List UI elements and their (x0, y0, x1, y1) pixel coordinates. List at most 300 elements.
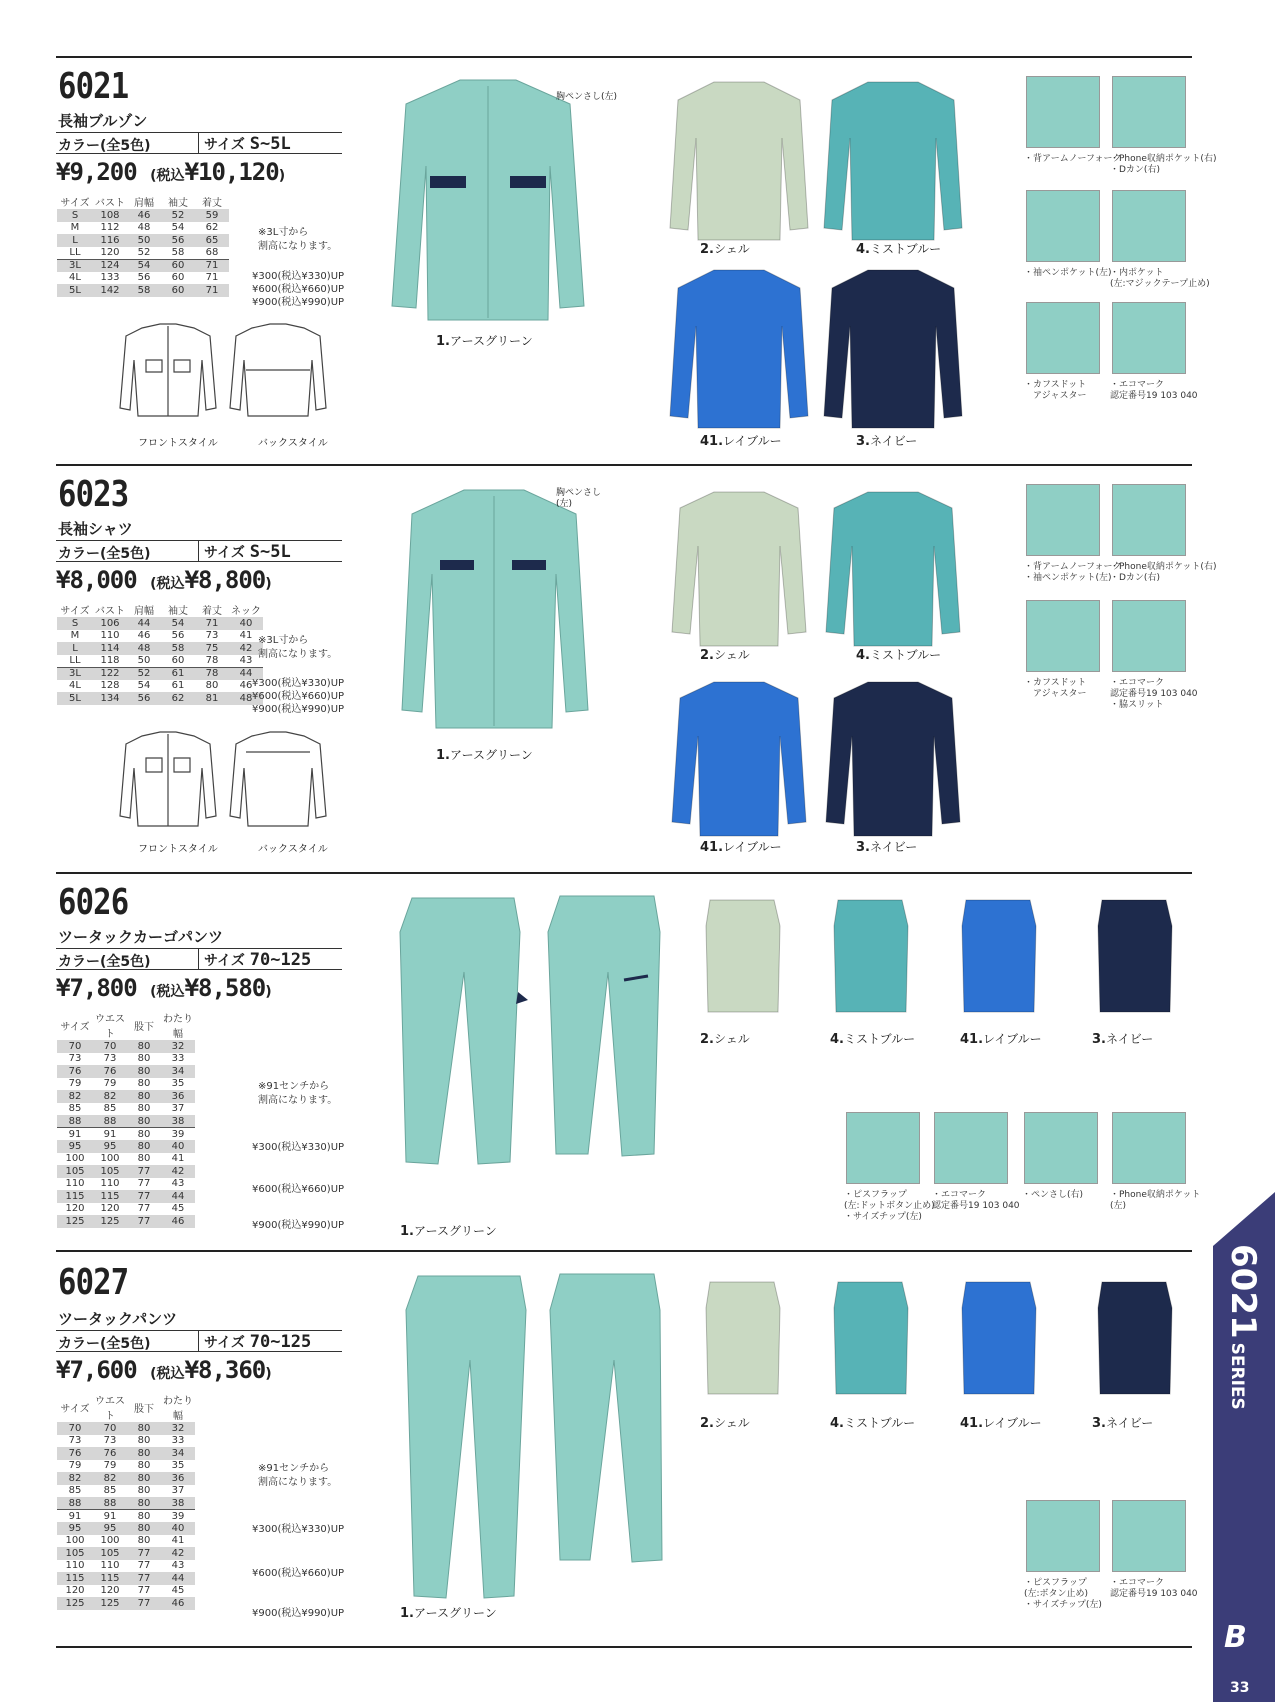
detail-caption: ・Phone収納ポケット(右) ・Dカン(右) (1110, 154, 1217, 175)
table-row (57, 1572, 195, 1585)
table-cell: 48 (137, 222, 151, 234)
table-cell: 110 (100, 1560, 120, 1572)
table-cell: 115 (93, 1572, 127, 1585)
table-cell: 80 (137, 1435, 151, 1447)
table-cell: 95 (93, 1522, 127, 1535)
divider (56, 1250, 1192, 1252)
color-label: 4.ミストブルー (856, 648, 942, 663)
table-cell: 78 (205, 655, 219, 666)
table-cell: 100 (100, 1153, 120, 1165)
table-row (57, 1153, 195, 1166)
series-tab-label (1222, 1244, 1266, 1424)
color-variant-image (826, 894, 910, 1024)
color-label: 41.レイブルー (960, 1032, 1042, 1047)
table-row (57, 1535, 195, 1548)
table-cell: 61 (161, 667, 195, 680)
table-cell: 79 (103, 1460, 117, 1472)
upcharge: ¥900(税込¥990)UP (252, 704, 345, 715)
table-cell: 118 (100, 655, 120, 666)
table-header: 肩幅 (134, 198, 154, 209)
table-cell: 60 (171, 272, 185, 284)
table-cell: 42 (161, 1165, 195, 1178)
table-row (57, 1485, 195, 1498)
table-cell: 32 (161, 1040, 195, 1053)
table-row (57, 284, 229, 297)
color-variant-image (822, 484, 968, 650)
table-cell: 38 (161, 1497, 195, 1510)
detail-caption: ・エコマーク 認定番号19 103 040 (1110, 1578, 1198, 1599)
table-cell: M (70, 630, 80, 642)
detail-caption: ・カフスドット アジャスター (1024, 380, 1087, 401)
table-cell: 142 (93, 284, 127, 297)
size-range: サイズ S~5L (204, 134, 291, 154)
table-header: 着丈 (202, 606, 222, 617)
detail-photo (1026, 600, 1100, 672)
detail-caption: ・背アームノーフォーク (1024, 154, 1122, 164)
product-name: ツータックパンツ (58, 1310, 178, 1328)
spec-bar (56, 948, 342, 970)
table-cell: 58 (127, 284, 161, 297)
table-cell: 56 (161, 234, 195, 247)
table-cell: 33 (171, 1053, 185, 1065)
spec-bar (56, 540, 342, 562)
table-cell: 44 (161, 1572, 195, 1585)
table-cell: S (57, 209, 93, 222)
table-cell: 76 (93, 1447, 127, 1460)
table-cell: 77 (127, 1190, 161, 1203)
table-cell: 80 (137, 1485, 151, 1497)
table-cell: 46 (161, 1215, 195, 1228)
table-cell: 76 (93, 1065, 127, 1078)
table-cell: 71 (195, 284, 229, 297)
color-label: 3.ネイビー (856, 840, 918, 855)
table-cell: 79 (68, 1078, 82, 1090)
table-cell: 61 (171, 680, 185, 692)
table-header: サイズ (60, 1403, 90, 1415)
table-header: サイズ (60, 1021, 90, 1033)
size-note: ※3L寸から 割高になります。 (258, 227, 338, 252)
color-variant-image (1090, 1276, 1174, 1406)
detail-photo (1026, 1500, 1100, 1572)
table-cell: 110 (100, 630, 120, 642)
upcharge: ¥600(税込¥660)UP (252, 691, 345, 702)
detail-photo (1112, 302, 1186, 374)
table-cell: LL (69, 247, 81, 258)
detail-photo (934, 1112, 1008, 1184)
main-product-image (400, 1270, 670, 1600)
table-cell: 48 (229, 692, 263, 705)
table-row (57, 1435, 195, 1448)
main-product-image (390, 76, 586, 326)
detail-photo (1112, 600, 1186, 672)
size-range: サイズ 70~125 (204, 950, 312, 970)
spec-bar (56, 132, 342, 154)
divider (56, 464, 1192, 466)
divider (56, 1646, 1192, 1648)
color-variant-image (822, 76, 968, 244)
table-cell: 73 (103, 1435, 117, 1447)
table-cell: 80 (127, 1140, 161, 1153)
table-row (57, 272, 229, 285)
table-row (57, 692, 263, 705)
table-cell: 91 (57, 1510, 93, 1523)
upcharge: ¥600(税込¥660)UP (252, 284, 345, 295)
table-cell: 100 (100, 1535, 120, 1547)
table-cell: 105 (93, 1547, 127, 1560)
color-label: 4.ミストブルー (830, 1416, 916, 1431)
front-style-label: フロントスタイル (138, 844, 218, 855)
table-cell: 43 (171, 1560, 185, 1572)
table-cell: 39 (161, 1128, 195, 1141)
table-cell: 91 (57, 1128, 93, 1141)
table-cell: L (57, 234, 93, 247)
detail-caption: ・エコマーク 認定番号19 103 040 ・脇スリット (1110, 678, 1198, 710)
table-row (57, 1090, 195, 1103)
table-header: サイズ (60, 198, 90, 209)
table-cell: 56 (127, 692, 161, 705)
size-note: ※91センチから 割高になります。 (258, 1463, 338, 1488)
table-row (57, 1547, 195, 1560)
table-cell: 73 (103, 1053, 117, 1065)
detail-photo (1112, 484, 1186, 556)
color-label: 3.ネイビー (1092, 1032, 1154, 1047)
table-cell: 105 (57, 1547, 93, 1560)
size-table (57, 1010, 195, 1228)
color-variant-image (668, 674, 814, 840)
table-cell: 46 (127, 209, 161, 222)
table-cell: 76 (57, 1065, 93, 1078)
table-cell: 70 (93, 1040, 127, 1053)
color-variant-image (1090, 894, 1174, 1024)
table-cell: 3L (57, 259, 93, 272)
back-style-label: バックスタイル (258, 438, 328, 449)
table-header: 肩幅 (134, 606, 154, 617)
table-cell: 68 (205, 247, 219, 258)
detail-photo (1112, 1500, 1186, 1572)
table-cell: 115 (57, 1190, 93, 1203)
color-variant-image (826, 1276, 910, 1406)
table-cell: 36 (161, 1472, 195, 1485)
detail-photo (1112, 76, 1186, 148)
product-name: 長袖シャツ (58, 520, 133, 538)
size-range: サイズ 70~125 (204, 1332, 312, 1352)
table-row (57, 1497, 195, 1510)
front-style-label: フロントスタイル (138, 438, 218, 449)
table-row (57, 1422, 195, 1435)
table-cell: 120 (65, 1585, 85, 1597)
table-row (57, 1040, 195, 1053)
brand-logo-icon: B (1224, 1620, 1247, 1655)
table-cell: 108 (93, 209, 127, 222)
table-cell: 43 (239, 655, 253, 666)
table-cell: 80 (137, 1460, 151, 1472)
table-cell: 80 (127, 1472, 161, 1485)
table-cell: 82 (93, 1090, 127, 1103)
table-cell: 44 (127, 617, 161, 630)
table-cell: 120 (100, 1585, 120, 1597)
table-cell: 35 (171, 1460, 185, 1472)
color-variant-image (668, 76, 814, 244)
table-cell: 35 (171, 1078, 185, 1090)
table-cell: 125 (57, 1597, 93, 1610)
table-cell: 46 (161, 1597, 195, 1610)
product-code: 6026 (58, 882, 129, 923)
table-cell: 60 (171, 655, 185, 666)
table-cell: 120 (65, 1203, 85, 1215)
detail-photo (1026, 484, 1100, 556)
table-cell: 80 (127, 1447, 161, 1460)
table-header: サイズ (60, 606, 90, 617)
color-label: 3.ネイビー (856, 434, 918, 449)
color-variant-image (698, 894, 782, 1024)
table-cell: 4L (69, 272, 81, 284)
color-label: 41.レイブルー (700, 434, 782, 449)
color-count: カラー(全5色) (58, 1336, 151, 1352)
table-cell: 85 (68, 1103, 82, 1115)
table-cell: 124 (93, 259, 127, 272)
table-row (57, 1447, 195, 1460)
table-cell: 41 (171, 1153, 185, 1165)
table-cell: 54 (161, 617, 195, 630)
svg-text:6021SERIES: 6021SERIES (1223, 1244, 1263, 1410)
table-cell: 62 (161, 692, 195, 705)
table-row (57, 1140, 195, 1153)
table-cell: 106 (93, 617, 127, 630)
table-cell: M (70, 222, 80, 234)
detail-photo (846, 1112, 920, 1184)
table-cell: 110 (100, 1178, 120, 1190)
table-cell: 116 (93, 234, 127, 247)
table-cell: 39 (161, 1510, 195, 1523)
table-cell: 95 (57, 1140, 93, 1153)
color-label: 1.アースグリーン (436, 334, 533, 349)
table-cell: 52 (127, 667, 161, 680)
detail-caption: ・袖ペンポケット(左) (1024, 268, 1112, 278)
detail-caption: ・ピスフラップ (左:ドットボタン止め) ・サイズチップ(左) (844, 1190, 935, 1222)
price: ¥7,800 (税込¥8,580) (56, 974, 272, 1002)
table-cell: 70 (57, 1040, 93, 1053)
color-count: カラー(全5色) (58, 546, 151, 562)
upcharge: ¥300(税込¥330)UP (252, 678, 345, 689)
table-cell: 80 (205, 680, 219, 692)
table-row (57, 1128, 195, 1141)
detail-caption: ・エコマーク 認定番号19 103 040 (1110, 380, 1198, 401)
table-cell: 80 (127, 1128, 161, 1141)
table-row (57, 1585, 195, 1598)
table-cell: 36 (161, 1090, 195, 1103)
divider (56, 872, 1192, 874)
table-cell: 85 (68, 1485, 82, 1497)
table-cell: 77 (137, 1178, 151, 1190)
table-cell: 73 (68, 1053, 82, 1065)
table-row (57, 1165, 195, 1178)
table-cell: 80 (137, 1103, 151, 1115)
table-cell: 33 (171, 1435, 185, 1447)
table-cell: 71 (205, 272, 219, 284)
callout-pen-pocket: 胸ペンさし (左) (556, 488, 602, 509)
table-cell: 50 (137, 655, 151, 666)
table-cell: 54 (137, 680, 151, 692)
detail-photo (1112, 1112, 1186, 1184)
color-label: 2.シェル (700, 1032, 750, 1047)
upcharge: ¥900(税込¥990)UP (252, 297, 345, 308)
detail-caption: ・カフスドット アジャスター (1024, 678, 1087, 699)
color-variant-image (822, 674, 968, 840)
table-cell: 41 (171, 1535, 185, 1547)
table-cell: 59 (195, 209, 229, 222)
table-cell: 56 (137, 272, 151, 284)
table-row (57, 1115, 195, 1128)
table-row (57, 234, 229, 247)
table-row (57, 222, 229, 235)
table-cell: 46 (137, 630, 151, 642)
table-row (57, 1472, 195, 1485)
table-cell: 71 (195, 617, 229, 630)
table-cell: 70 (57, 1422, 93, 1435)
table-row (57, 1078, 195, 1091)
detail-caption: ・Phone収納ポケット(右) ・Dカン(右) (1110, 562, 1217, 583)
table-cell: 80 (127, 1115, 161, 1128)
color-label: 2.シェル (700, 648, 750, 663)
table-row (57, 667, 263, 680)
color-label: 4.ミストブルー (830, 1032, 916, 1047)
table-cell: 88 (93, 1115, 127, 1128)
table-row (57, 1103, 195, 1116)
table-cell: 73 (205, 630, 219, 642)
table-cell: 77 (137, 1203, 151, 1215)
table-header: ネック (231, 606, 261, 617)
color-label: 2.シェル (700, 242, 750, 257)
table-cell: 134 (93, 692, 127, 705)
price: ¥8,000 (税込¥8,800) (56, 566, 272, 594)
table-cell: 128 (100, 680, 120, 692)
table-cell: 73 (68, 1435, 82, 1447)
table-cell: 78 (195, 667, 229, 680)
table-cell: 45 (171, 1203, 185, 1215)
upcharge: ¥600(税込¥660)UP (252, 1184, 345, 1195)
table-cell: 5L (57, 284, 93, 297)
table-cell: 133 (100, 272, 120, 284)
table-cell: 88 (57, 1497, 93, 1510)
table-cell: 79 (68, 1460, 82, 1472)
table-cell: 88 (57, 1115, 93, 1128)
color-label: 3.ネイビー (1092, 1416, 1154, 1431)
upcharge: ¥300(税込¥330)UP (252, 1142, 345, 1153)
size-table (57, 602, 263, 705)
color-label: 2.シェル (700, 1416, 750, 1431)
table-header: ウエスト (95, 1396, 125, 1422)
product-code: 6021 (58, 66, 129, 107)
table-cell: 43 (171, 1178, 185, 1190)
table-cell: 88 (93, 1497, 127, 1510)
table-cell: 100 (65, 1535, 85, 1547)
detail-caption: ・ペンさし(右) (1022, 1190, 1084, 1200)
table-cell: L (57, 642, 93, 655)
table-header: 股下 (134, 1403, 154, 1415)
size-note: ※3L寸から 割高になります。 (258, 635, 338, 660)
table-row (57, 655, 263, 668)
table-cell: 95 (57, 1522, 93, 1535)
table-cell: 80 (127, 1090, 161, 1103)
divider (56, 56, 1192, 58)
table-cell: 80 (127, 1065, 161, 1078)
page-number: 33 (1230, 1680, 1250, 1696)
table-header: バスト (95, 198, 125, 209)
table-cell: 41 (239, 630, 253, 642)
table-cell: 3L (57, 667, 93, 680)
detail-caption: ・Phone収納ポケット (左) (1110, 1190, 1201, 1211)
price: ¥9,200 (税込¥10,120) (56, 158, 286, 186)
table-cell: 80 (127, 1510, 161, 1523)
table-cell: 77 (127, 1597, 161, 1610)
table-cell: 58 (171, 247, 185, 258)
table-cell: 125 (57, 1215, 93, 1228)
detail-caption: ・エコマーク 認定番号19 103 040 (932, 1190, 1020, 1211)
table-cell: 80 (137, 1078, 151, 1090)
table-cell: 54 (127, 259, 161, 272)
table-cell: 76 (57, 1447, 93, 1460)
table-cell: 82 (57, 1472, 93, 1485)
table-cell: 80 (127, 1040, 161, 1053)
table-cell: 58 (161, 642, 195, 655)
table-header: わたり幅 (163, 1396, 193, 1422)
table-cell: 81 (195, 692, 229, 705)
table-cell: 125 (93, 1597, 127, 1610)
table-cell: 82 (93, 1472, 127, 1485)
table-row (57, 1215, 195, 1228)
main-product-image (400, 484, 590, 734)
table-cell: 34 (161, 1447, 195, 1460)
product-code: 6027 (58, 1262, 129, 1303)
table-header: ウエスト (95, 1014, 125, 1040)
table-row (57, 630, 263, 643)
table-cell: 110 (65, 1560, 85, 1572)
table-cell: 77 (127, 1215, 161, 1228)
table-row (57, 642, 263, 655)
product-code: 6023 (58, 474, 129, 515)
upcharge: ¥900(税込¥990)UP (252, 1220, 345, 1231)
upcharge: ¥900(税込¥990)UP (252, 1608, 345, 1619)
table-cell: 70 (93, 1422, 127, 1435)
table-header: 袖丈 (168, 606, 188, 617)
detail-photo (1026, 76, 1100, 148)
table-cell: S (57, 617, 93, 630)
upcharge: ¥600(税込¥660)UP (252, 1568, 345, 1579)
table-cell: 56 (171, 630, 185, 642)
color-variant-image (822, 264, 968, 432)
main-product-image (392, 892, 662, 1172)
table-cell: 42 (161, 1547, 195, 1560)
size-table (57, 1392, 195, 1610)
table-cell: 77 (137, 1560, 151, 1572)
table-cell: 91 (93, 1510, 127, 1523)
shirt-line-drawing (112, 728, 332, 836)
table-cell: LL (69, 655, 81, 666)
table-cell: 125 (93, 1215, 127, 1228)
jacket-line-drawing (112, 320, 332, 428)
table-cell: 38 (161, 1115, 195, 1128)
table-row (57, 259, 229, 272)
table-cell: 115 (57, 1572, 93, 1585)
color-label: 41.レイブルー (700, 840, 782, 855)
table-header: 股下 (134, 1021, 154, 1033)
upcharge: ¥300(税込¥330)UP (252, 271, 345, 282)
table-cell: 114 (93, 642, 127, 655)
product-name: ツータックカーゴパンツ (58, 928, 224, 946)
color-variant-image (954, 894, 1038, 1024)
table-cell: 50 (127, 234, 161, 247)
table-cell: 80 (137, 1535, 151, 1547)
